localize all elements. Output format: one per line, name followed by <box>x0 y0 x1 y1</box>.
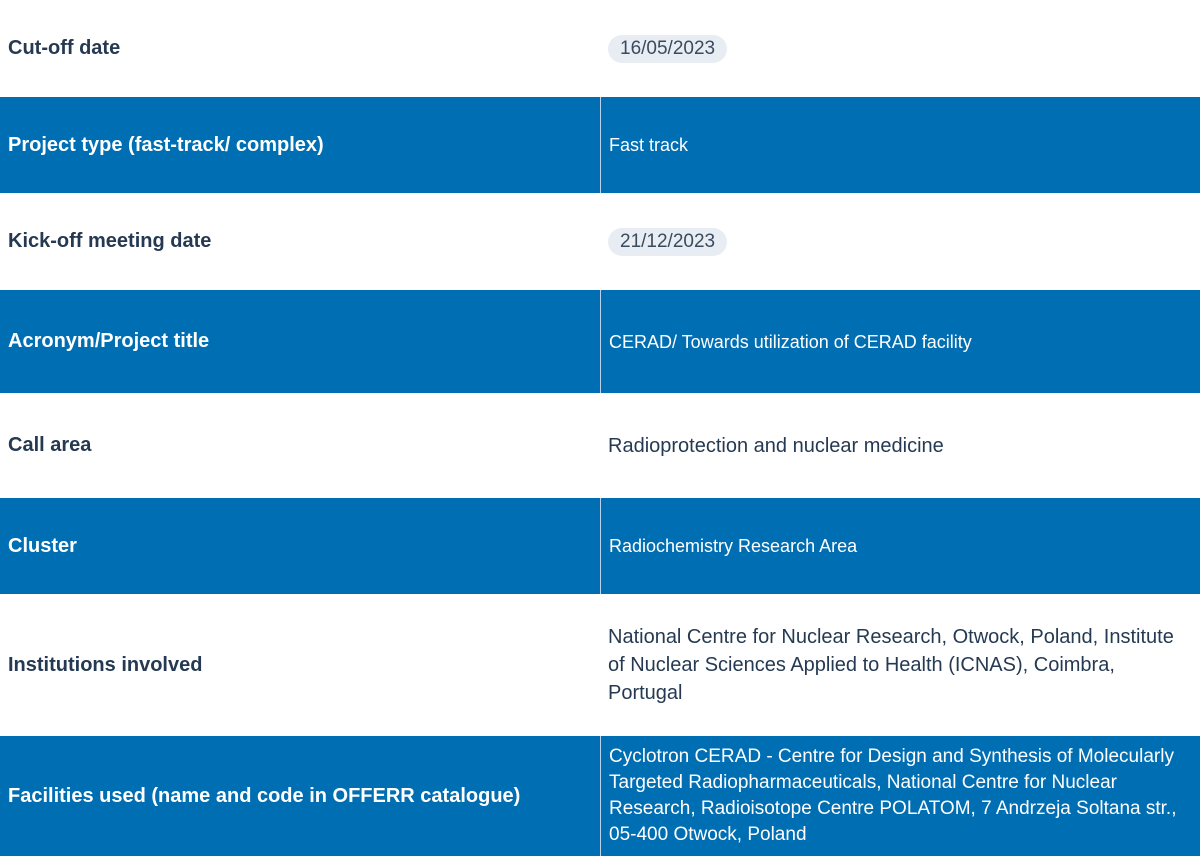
table-row <box>0 393 1200 498</box>
call-area-value: Radioprotection and nuclear medicine <box>608 434 944 457</box>
table-row <box>0 0 1200 97</box>
table-row <box>0 193 1200 290</box>
cutoff-date-badge: 16/05/2023 <box>608 35 727 63</box>
table-row <box>0 498 1200 594</box>
project-title-label: Acronym/Project title <box>8 330 210 352</box>
facilities-label: Facilities used (name and code in OFFERR catalogue) <box>8 784 521 807</box>
kickoff-date-label: Kick-off meeting date <box>8 230 212 252</box>
cluster-value: Radiochemistry Research Area <box>600 498 1200 594</box>
institutions-value: National Centre for Nuclear Research, Otwock, Poland, Institute of Nuclear Sciences Applied to Health (ICNAS), Coimbra, Portugal <box>608 626 1174 704</box>
table-row <box>0 594 1200 736</box>
facilities-value: Cyclotron CERAD - Centre for Design and Synthesis of Molecularly Targeted Radiopharmaceuticals, National Centre for Nuclear Research, Radioisotope Centre POLATOM, 7 Andrzeja Soltana str., 05-400 Otwock, Poland <box>600 736 1200 856</box>
call-area-label: Call area <box>8 434 92 456</box>
project-title-value: CERAD/ Towards utilization of CERAD facility <box>600 290 1200 393</box>
institutions-label: Institutions involved <box>8 653 203 676</box>
cluster-label: Cluster <box>8 534 77 557</box>
cutoff-date-label: Cut-off date <box>8 37 121 59</box>
table-row <box>0 736 1200 856</box>
project-type-value: Fast track <box>600 97 1200 193</box>
table-row <box>0 97 1200 193</box>
table-row <box>0 290 1200 393</box>
project-type-label: Project type (fast-track/ complex) <box>8 133 324 156</box>
kickoff-date-badge: 21/12/2023 <box>608 228 727 256</box>
